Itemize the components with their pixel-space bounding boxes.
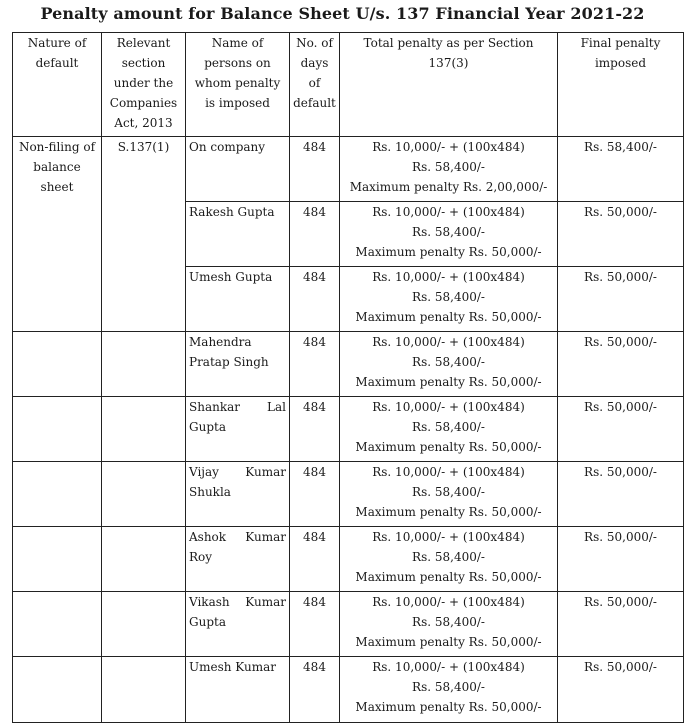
table-row: [13, 527, 684, 592]
total-penalty-cell: Rs. 10,000/- + (100x484) Rs. 58,400/- Maximum penalty Rs. 50,000/-: [340, 592, 558, 657]
days-cell: 484: [290, 657, 340, 723]
nature-of-default-cell: [13, 592, 102, 657]
header-days-of-default: No. of days of default: [290, 33, 340, 137]
section-cell: [102, 397, 186, 462]
table-row: [13, 592, 684, 657]
section-cell: [102, 592, 186, 657]
table-row: [13, 332, 684, 397]
person-name-cell: Vikash Kumar Gupta: [186, 592, 290, 657]
nature-of-default-cell: Non-filing of balance sheet: [13, 137, 102, 332]
total-penalty-cell: Rs. 10,000/- + (100x484) Rs. 58,400/- Maximum penalty Rs. 50,000/-: [340, 462, 558, 527]
person-name-cell: Ashok Kumar Roy: [186, 527, 290, 592]
table-row: [13, 397, 684, 462]
person-name-cell: Shankar Lal Gupta: [186, 397, 290, 462]
total-penalty-cell: Rs. 10,000/- + (100x484) Rs. 58,400/- Maximum penalty Rs. 50,000/-: [340, 657, 558, 723]
table-row: [13, 657, 684, 723]
total-penalty-cell: Rs. 10,000/- + (100x484) Rs. 58,400/- Maximum penalty Rs. 2,00,000/-: [340, 137, 558, 202]
days-cell: 484: [290, 397, 340, 462]
days-cell: 484: [290, 332, 340, 397]
person-name-cell: Vijay Kumar Shukla: [186, 462, 290, 527]
person-name-cell: Umesh Gupta: [186, 267, 290, 332]
person-name-cell: Rakesh Gupta: [186, 202, 290, 267]
final-penalty-cell: Rs. 50,000/-: [558, 462, 684, 527]
header-row: [13, 33, 684, 137]
section-cell: [102, 332, 186, 397]
final-penalty-cell: Rs. 50,000/-: [558, 397, 684, 462]
final-penalty-cell: Rs. 50,000/-: [558, 267, 684, 332]
total-penalty-cell: Rs. 10,000/- + (100x484) Rs. 58,400/- Maximum penalty Rs. 50,000/-: [340, 397, 558, 462]
days-cell: 484: [290, 137, 340, 202]
nature-of-default-cell: [13, 332, 102, 397]
header-total-penalty: Total penalty as per Section 137(3): [340, 33, 558, 137]
total-penalty-cell: Rs. 10,000/- + (100x484) Rs. 58,400/- Maximum penalty Rs. 50,000/-: [340, 332, 558, 397]
section-cell: [102, 462, 186, 527]
days-cell: 484: [290, 462, 340, 527]
document-title: Penalty amount for Balance Sheet U/s. 137 Financial Year 2021-22: [40, 4, 645, 23]
header-nature-of-default: Nature of default: [13, 33, 102, 137]
final-penalty-cell: Rs. 50,000/-: [558, 592, 684, 657]
table-row: [13, 462, 684, 527]
person-name-cell: On company: [186, 137, 290, 202]
person-name-cell: Mahendra Pratap Singh: [186, 332, 290, 397]
nature-of-default-cell: [13, 397, 102, 462]
table-row: [13, 137, 684, 202]
total-penalty-cell: Rs. 10,000/- + (100x484) Rs. 58,400/- Maximum penalty Rs. 50,000/-: [340, 202, 558, 267]
person-name-cell: Umesh Kumar: [186, 657, 290, 723]
section-cell: [102, 657, 186, 723]
total-penalty-cell: Rs. 10,000/- + (100x484) Rs. 58,400/- Maximum penalty Rs. 50,000/-: [340, 267, 558, 332]
days-cell: 484: [290, 592, 340, 657]
penalty-table: [12, 32, 684, 723]
section-cell: S.137(1): [102, 137, 186, 332]
days-cell: 484: [290, 267, 340, 332]
final-penalty-cell: Rs. 50,000/-: [558, 332, 684, 397]
final-penalty-cell: Rs. 50,000/-: [558, 657, 684, 723]
nature-of-default-cell: [13, 462, 102, 527]
days-cell: 484: [290, 202, 340, 267]
final-penalty-cell: Rs. 58,400/-: [558, 137, 684, 202]
header-final-penalty: Final penalty imposed: [558, 33, 684, 137]
header-relevant-section: Relevant section under the Companies Act, 2013: [102, 33, 186, 137]
days-cell: 484: [290, 527, 340, 592]
nature-of-default-cell: [13, 527, 102, 592]
nature-of-default-cell: [13, 657, 102, 723]
final-penalty-cell: Rs. 50,000/-: [558, 202, 684, 267]
section-cell: [102, 527, 186, 592]
header-person-name: Name of persons on whom penalty is imposed: [186, 33, 290, 137]
total-penalty-cell: Rs. 10,000/- + (100x484) Rs. 58,400/- Maximum penalty Rs. 50,000/-: [340, 527, 558, 592]
final-penalty-cell: Rs. 50,000/-: [558, 527, 684, 592]
